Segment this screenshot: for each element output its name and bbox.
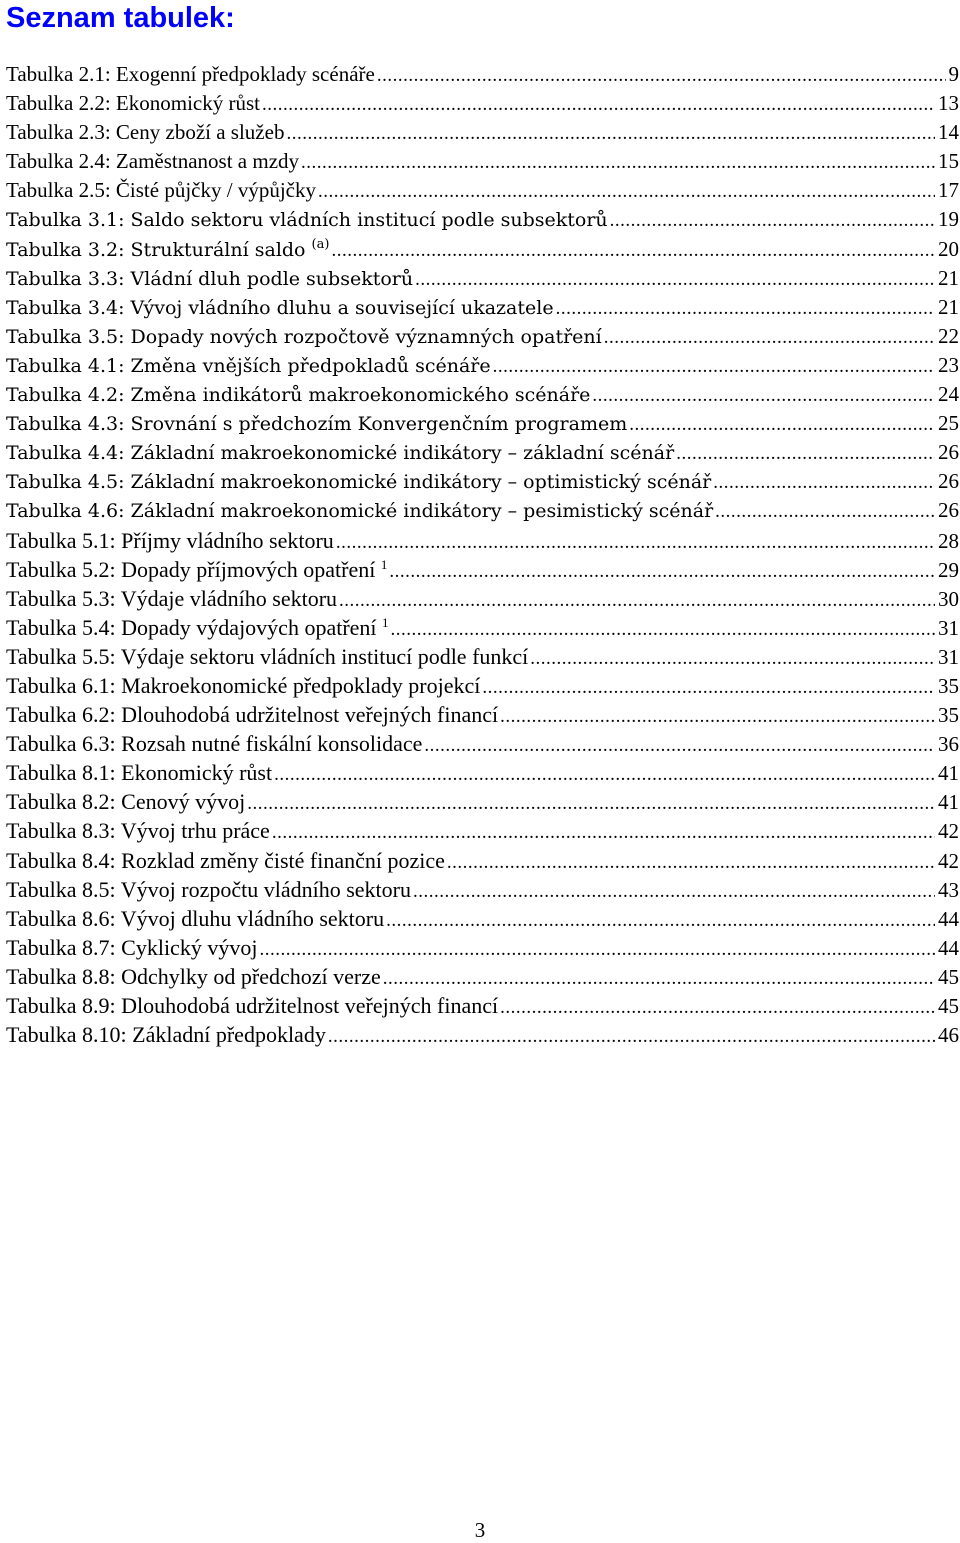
toc-entry-label: Tabulka 2.3: Ceny zboží a služeb <box>6 120 285 145</box>
toc-entry-label: Tabulka 6.1: Makroekonomické předpoklady projekcí <box>6 672 481 698</box>
toc-entry-page: 45 <box>938 994 959 1018</box>
toc-entry[interactable] <box>6 671 959 700</box>
toc-entry[interactable] <box>6 816 959 845</box>
dot-leader <box>318 177 935 206</box>
toc-entry[interactable] <box>6 526 959 555</box>
toc-entry[interactable] <box>6 700 959 729</box>
toc-entry-page: 19 <box>938 207 959 232</box>
toc-entry-page: 31 <box>938 615 959 640</box>
toc-entry[interactable] <box>6 118 959 147</box>
toc-entry-page: 20 <box>938 236 959 261</box>
toc-entry-label <box>6 555 387 584</box>
dot-leader <box>629 410 935 439</box>
page-number: 3 <box>474 1518 486 1542</box>
toc-entry-page: 26 <box>938 440 959 465</box>
toc-entry-page: 9 <box>948 62 959 86</box>
toc-entry-label: Tabulka 4.2: Změna indikátorů makroekonomického scénáře <box>6 384 591 407</box>
dot-leader <box>592 381 935 410</box>
footnote-mark: (a) <box>311 236 330 252</box>
toc-entry[interactable] <box>6 555 959 584</box>
toc-entry[interactable] <box>6 89 959 118</box>
toc-entry-page: 13 <box>938 91 959 116</box>
toc-entry-label <box>6 613 389 642</box>
toc-entry-page: 29 <box>938 557 959 582</box>
toc-entry-label: Tabulka 2.2: Ekonomický růst <box>6 91 260 116</box>
toc-entry[interactable] <box>6 409 959 438</box>
footnote-mark: 1 <box>380 556 388 572</box>
toc-entry[interactable] <box>6 991 959 1020</box>
toc-entry[interactable] <box>6 467 959 496</box>
toc-entry-label: Tabulka 2.4: Zaměstnanost a mzdy <box>6 149 300 174</box>
toc-entry-label <box>6 236 329 265</box>
toc-entry[interactable] <box>6 264 959 293</box>
toc-entry-page: 25 <box>938 411 959 436</box>
dot-leader <box>500 993 935 1022</box>
toc-entry-page: 26 <box>938 469 959 494</box>
toc-entry-label: Tabulka 6.2: Dlouhodobá udržitelnost veřejných financí <box>6 702 499 728</box>
toc-entry-label: Tabulka 4.4: Základní makroekonomické indikátory – základní scénář <box>6 442 675 465</box>
dot-leader <box>386 906 935 935</box>
toc-entry[interactable] <box>6 147 959 176</box>
toc-entry-text: Tabulka 5.2: Dopady příjmových opatření <box>6 556 381 582</box>
toc-entry-label: Tabulka 8.9: Dlouhodobá udržitelnost veřejných financí <box>6 993 499 1018</box>
toc-entry-page: 44 <box>938 935 959 960</box>
toc-entry-label: Tabulka 3.5: Dopady nových rozpočtově významných opatření <box>6 325 602 348</box>
toc-entry[interactable] <box>6 351 959 380</box>
toc-entry-label: Tabulka 8.2: Cenový vývoj <box>6 789 246 815</box>
toc-entry[interactable] <box>6 205 959 234</box>
dot-leader <box>610 206 935 235</box>
dot-leader <box>493 352 935 381</box>
toc-entry-label: Tabulka 3.4: Vývoj vládního dluhu a související ukazatele <box>6 296 554 319</box>
dot-leader <box>377 61 946 90</box>
toc-entry[interactable] <box>6 787 959 816</box>
toc-entry-page: 30 <box>938 586 959 611</box>
toc-entry-page: 46 <box>938 1023 959 1048</box>
dot-leader <box>286 119 935 148</box>
page-heading: Seznam tabulek: <box>6 2 235 34</box>
toc-entry-page: 35 <box>938 673 959 698</box>
toc-entry-text: Tabulka 5.4: Dopady výdajových opatření <box>6 614 383 640</box>
toc-entry-label: Tabulka 8.10: Základní předpoklady <box>6 1022 326 1048</box>
toc-entry[interactable] <box>6 60 959 89</box>
toc-entry-page: 21 <box>938 265 959 290</box>
toc-entry[interactable] <box>6 846 959 875</box>
toc-entry-label: Tabulka 8.6: Vývoj dluhu vládního sektoru <box>6 905 385 931</box>
dot-leader <box>259 935 935 964</box>
toc-entry[interactable] <box>6 933 959 962</box>
toc-entry-page: 23 <box>938 352 959 377</box>
toc-entry[interactable] <box>6 438 959 467</box>
toc-entry-label: Tabulka 8.4: Rozklad změny čisté finanční pozice <box>6 847 445 873</box>
toc-entry-page: 42 <box>938 819 959 844</box>
toc-entry-label: Tabulka 2.5: Čisté půjčky / výpůjčky <box>6 178 316 203</box>
dot-leader <box>604 323 935 352</box>
toc-entry-page: 45 <box>938 964 959 989</box>
dot-leader <box>328 1022 935 1051</box>
table-of-tables <box>6 60 959 1049</box>
toc-entry[interactable] <box>6 176 959 205</box>
toc-entry-page: 22 <box>938 323 959 348</box>
toc-entry[interactable] <box>6 758 959 787</box>
footnote-mark: 1 <box>382 614 389 630</box>
toc-entry[interactable] <box>6 962 959 991</box>
toc-entry[interactable] <box>6 613 959 642</box>
dot-leader <box>383 964 935 993</box>
toc-entry-page: 17 <box>938 178 959 203</box>
toc-entry[interactable] <box>6 496 959 525</box>
toc-entry-page: 42 <box>938 848 959 873</box>
dot-leader <box>262 90 935 119</box>
toc-entry-label: Tabulka 8.7: Cyklický vývoj <box>6 934 258 960</box>
toc-entry[interactable] <box>6 1020 959 1049</box>
dot-leader <box>391 615 935 644</box>
dot-leader <box>715 497 935 526</box>
dot-leader <box>482 673 935 702</box>
dot-leader <box>331 236 935 265</box>
toc-entry-label: Tabulka 8.1: Ekonomický růst <box>6 760 273 786</box>
toc-entry-label: Tabulka 8.3: Vývoj trhu práce <box>6 818 270 844</box>
toc-entry-page: 35 <box>938 703 959 728</box>
dot-leader <box>556 294 935 323</box>
dot-leader <box>336 528 935 557</box>
toc-entry[interactable] <box>6 642 959 671</box>
toc-entry-page: 21 <box>938 294 959 319</box>
dot-leader <box>713 468 935 497</box>
dot-leader <box>272 818 935 847</box>
toc-entry[interactable] <box>6 875 959 904</box>
toc-entry-label: Tabulka 4.6: Základní makroekonomické indikátory – pesimistický scénář <box>6 500 714 523</box>
toc-entry[interactable] <box>6 322 959 351</box>
dot-leader <box>413 877 935 906</box>
dot-leader <box>530 644 935 673</box>
toc-entry-label: Tabulka 5.5: Výdaje sektoru vládních institucí podle funkcí <box>6 643 529 669</box>
toc-entry[interactable] <box>6 380 959 409</box>
dot-leader <box>274 760 935 789</box>
toc-entry-label: Tabulka 5.3: Výdaje vládního sektoru <box>6 585 338 611</box>
toc-entry-page: 31 <box>938 644 959 669</box>
toc-entry[interactable] <box>6 729 959 758</box>
toc-entry-page: 24 <box>938 382 959 407</box>
toc-entry-page: 15 <box>938 149 959 174</box>
dot-leader <box>424 731 935 760</box>
toc-entry-label: Tabulka 5.1: Příjmy vládního sektoru <box>6 527 334 553</box>
toc-entry-page: 43 <box>938 877 959 902</box>
dot-leader <box>415 265 935 294</box>
toc-entry-label: Tabulka 4.5: Základní makroekonomické indikátory – optimistický scénář <box>6 471 712 494</box>
dot-leader <box>447 848 935 877</box>
toc-entry[interactable] <box>6 584 959 613</box>
toc-entry-label: Tabulka 3.1: Saldo sektoru vládních institucí podle subsektorů <box>6 209 608 232</box>
toc-entry-page: 26 <box>938 498 959 523</box>
toc-entry-label: Tabulka 6.3: Rozsah nutné fiskální konsolidace <box>6 731 423 757</box>
dot-leader <box>389 557 935 586</box>
toc-entry-page: 44 <box>938 906 959 931</box>
toc-entry-page: 41 <box>938 761 959 786</box>
toc-entry-page: 41 <box>938 790 959 815</box>
toc-entry[interactable] <box>6 293 959 322</box>
dot-leader <box>676 439 935 468</box>
dot-leader <box>301 148 935 177</box>
toc-entry-label: Tabulka 8.5: Vývoj rozpočtu vládního sektoru <box>6 876 411 902</box>
toc-entry-page: 36 <box>938 732 959 757</box>
toc-entry-page: 14 <box>938 120 959 145</box>
dot-leader <box>500 702 935 731</box>
toc-entry-label: Tabulka 2.1: Exogenní předpoklady scénáře <box>6 62 375 86</box>
toc-entry[interactable] <box>6 904 959 933</box>
toc-entry-label: Tabulka 8.8: Odchylky od předchozí verze <box>6 963 381 989</box>
toc-entry[interactable] <box>6 235 959 264</box>
toc-entry-text: Tabulka 3.2: Strukturální saldo <box>6 238 312 261</box>
toc-entry-label: Tabulka 4.1: Změna vnějších předpokladů scénáře <box>6 354 491 377</box>
toc-entry-page: 28 <box>938 528 959 553</box>
toc-entry-label: Tabulka 3.3: Vládní dluh podle subsektorů <box>6 267 414 290</box>
toc-entry-label: Tabulka 4.3: Srovnání s předchozím Konvergenčním programem <box>6 413 628 436</box>
dot-leader <box>247 789 935 818</box>
dot-leader <box>339 586 935 615</box>
